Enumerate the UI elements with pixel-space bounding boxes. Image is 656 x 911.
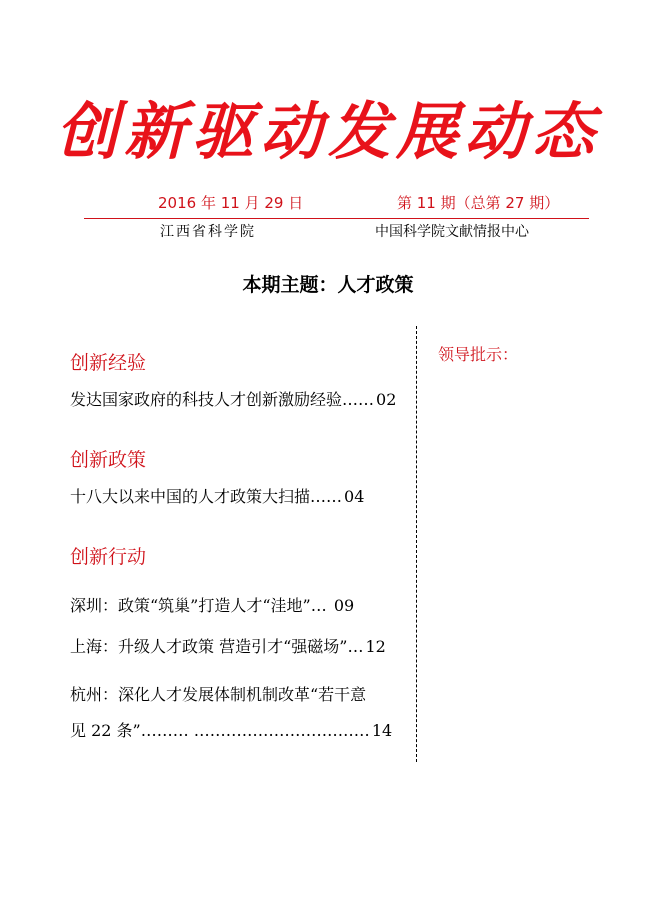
- issue-theme: 本期主题：人才政策: [242, 274, 414, 296]
- toc-item[interactable]: [70, 718, 392, 741]
- toc-item-page: 04: [344, 487, 365, 506]
- toc-item-page: 09: [333, 596, 355, 615]
- leader-instructions-label: 领导批示：: [438, 345, 519, 364]
- toc-item[interactable]: [70, 682, 368, 705]
- section-heading-experience: 创新经验: [70, 352, 147, 374]
- column-divider: [416, 326, 417, 762]
- toc-item-title: 发达国家政府的科技人才创新激励经验……: [70, 390, 375, 409]
- toc-item-title: 杭州：深化人才发展体制机制改革“若干意: [70, 685, 367, 704]
- toc-item[interactable]: [70, 387, 396, 410]
- toc-item[interactable]: [70, 634, 386, 657]
- publisher-right: 中国科学院文献情报中心: [375, 224, 529, 240]
- section-heading-action: 创新行动: [70, 546, 147, 568]
- toc-item-title: 十八大以来中国的人才政策大扫描……: [70, 487, 343, 506]
- header-divider: [84, 218, 589, 219]
- toc-item-title: 上海：升级人才政策 营造引才“强磁场”…: [70, 637, 364, 656]
- issue-date: 2016 年 11 月 29 日: [158, 194, 304, 212]
- section-heading-policy: 创新政策: [70, 449, 147, 471]
- toc-item-title: 见 22 条”……… ……………………………: [70, 721, 370, 740]
- toc-item-page: 12: [365, 637, 386, 656]
- masthead-title: 创新驱动发展动态: [55, 95, 600, 168]
- toc-item-title: 深圳：政策“筑巢”打造人才“洼地”…: [70, 596, 332, 615]
- toc-item[interactable]: [70, 593, 354, 616]
- toc-item-page: 02: [376, 390, 397, 409]
- toc-item[interactable]: [70, 484, 364, 507]
- issue-number: 第 11 期（总第 27 期）: [397, 194, 560, 212]
- toc-item-page: 14: [371, 721, 393, 740]
- publisher-left: 江西省科学院: [160, 224, 256, 240]
